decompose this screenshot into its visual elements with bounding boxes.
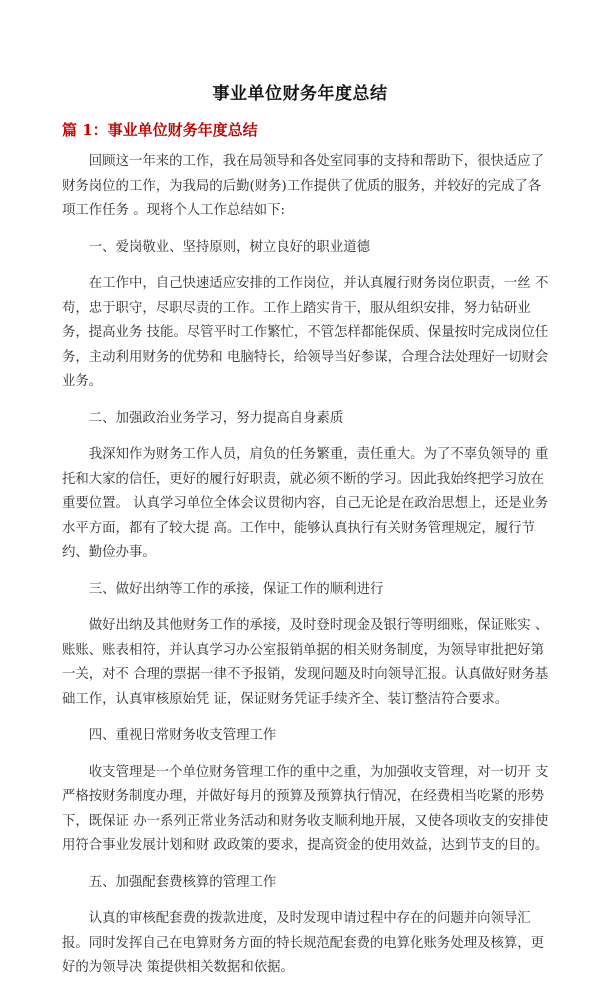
section-heading-5: 五、加强配套费核算的管理工作 (88, 874, 277, 890)
section-body-5: 认真的审核配套费的拨款进度，及时发现申请过程中存在的问题并向领导汇 报。同时发挥自己在电算财务方面的特长规范配套费的电算化账务处理及核算，更好的为领导决 策提供相关数据和依据。 (62, 911, 545, 975)
document-title: 事业单位财务年度总结 (212, 84, 388, 104)
section-body-1: 在工作中，自己快速适应安排的工作岗位，并认真履行财务岗位职责，一丝 不苟，忠于职守，尽职尽责的工作。工作上踏实肯干，服从组织安排，努力钻研业务，提高业务 技能。尽管平时工作繁忙，不管怎样都能保质、保量按时完成岗位任务，主动利用财务的优势和 电脑特长，给领导当好参谋，合理合法处理好一切财会业务。 (62, 276, 549, 389)
document-body (62, 150, 550, 981)
section-title: 篇 1：事业单位财务年度总结 (62, 121, 258, 139)
section-body-3: 做好出纳及其他财务工作的承接，及时登时现金及银行等明细账，保证账实 、账账、账表相符，并认真学习办公室报销单据的相关财务制度，为领导审批把好第一关，对不 合理的票据一律不予报销，发现问题及时向领导汇报。认真做好财务基础工作，认真审核原始凭 证，保证财务凭证手续齐全、装订整洁符合要求。 (62, 618, 549, 707)
section-heading-1: 一、爱岗敬业、坚持原则，树立良好的职业道德 (88, 239, 370, 255)
section-body-2: 我深知作为财务工作人员，肩负的任务繁重，责任重大。为了不辜负领导的 重托和大家的信任，更好的履行好职责，就必须不断的学习。因此我始终把学习放在重要位置。 认真学习单位全体会议贯彻内容，自己无论是在政治思想上，还是业务水平方面，都有了较大提 高。工作中，能够认真执行有关财务管理规定，履行节约、勤俭办事。 (62, 447, 549, 560)
section-heading-3: 三、做好出纳等工作的承接，保证工作的顺利进行 (88, 581, 384, 597)
section-body-4: 收支管理是一个单位财务管理工作的重中之重，为加强收支管理，对一切开 支严格按财务制度办理，并做好每月的预算及预算执行情况，在经费相当吃紧的形势下，既保证 办一系列正常业务活动和财务收支顺利地开展，又使各项收支的安排使用符合事业发展计划和财 政政策的要求，提高资金的使用效益，达到节支的目的。 (62, 764, 549, 853)
intro-paragraph: 回顾这一年来的工作，我在局领导和各处室同事的支持和帮助下，很快适应了财务岗位的工作，为我局的后勤(财务)工作提供了优质的服务，并较好的完成了各项工作任务 。现将个人工作总结如下: (62, 154, 545, 218)
section-heading-2: 二、加强政治业务学习，努力提高自身素质 (88, 410, 344, 426)
section-heading-4: 四、重视日常财务收支管理工作 (88, 728, 277, 743)
